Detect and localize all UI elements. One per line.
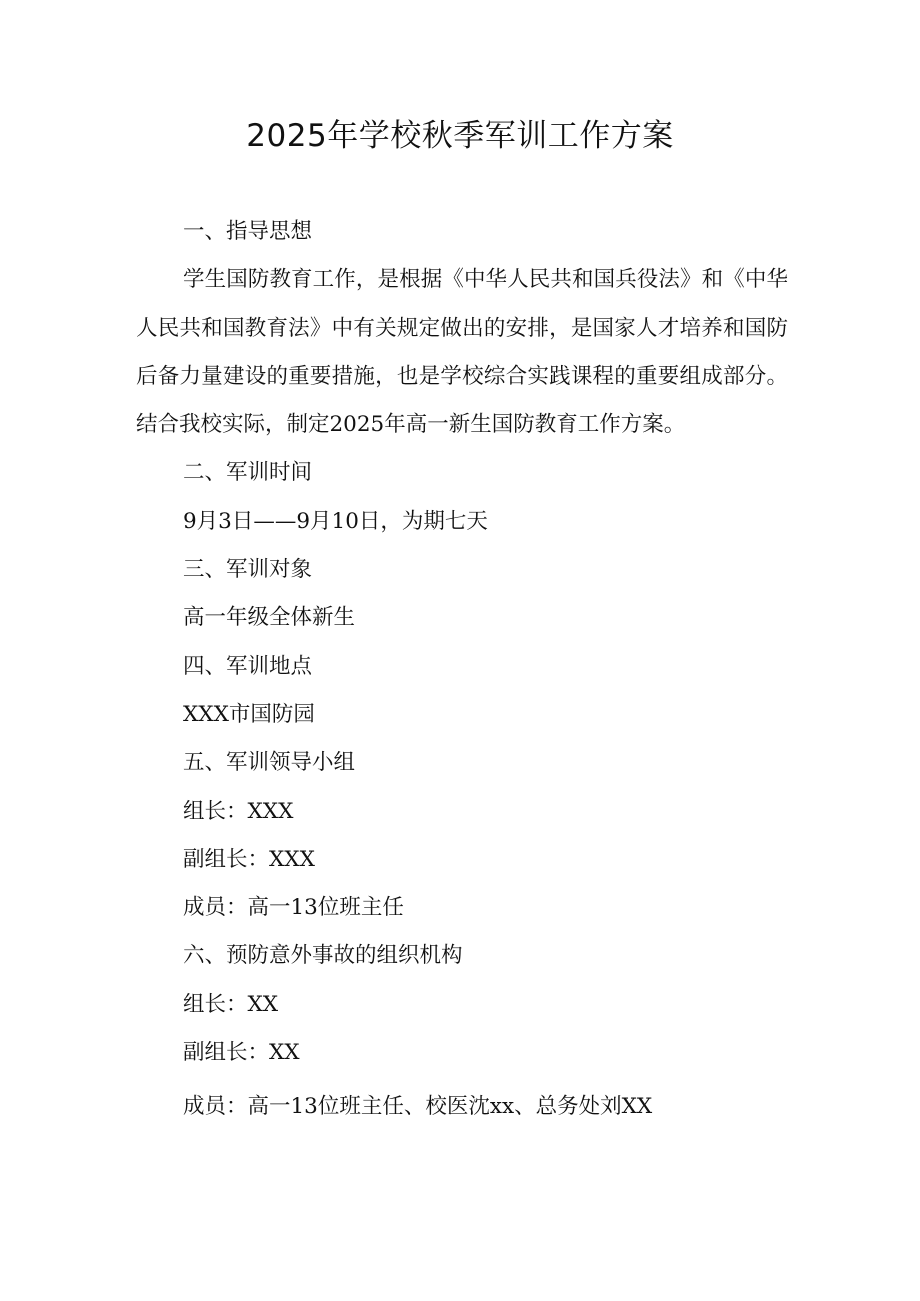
section-heading-leadership-group: 五、军训领导小组 [183,750,356,776]
section-heading-training-location: 四、军训地点 [183,653,313,679]
document-body [136,208,788,1132]
paragraph-training-location: XXX市国防园 [183,701,315,727]
section-heading-training-target: 三、军训对象 [183,557,313,583]
document-title: 2025年学校秋季军训工作方案 [246,118,674,154]
section-heading-training-time: 二、军训时间 [183,460,313,486]
leadership-leader: 组长：XXX [183,798,294,824]
prevention-leader: 组长：XX [183,991,279,1017]
section-heading-accident-prevention: 六、预防意外事故的组织机构 [183,943,463,969]
paragraph-training-target: 高一年级全体新生 [183,605,356,631]
section-heading-guiding-ideology: 一、指导思想 [183,219,313,244]
leadership-members: 成员：高一13位班主任 [183,895,404,921]
prevention-members: 成员：高一13位班主任、校医沈xx、总务处刘XX [183,1094,653,1120]
prevention-deputy-leader: 副组长：XX [183,1040,300,1066]
paragraph-training-time: 9月3日——9月10日，为期七天 [183,508,488,534]
paragraph-guiding-ideology: 学生国防教育工作，是根据《中华人民共和国兵役法》和《中华人民共和国教育法》中有关规定做出的安排，是国家人才培养和国防后备力量建设的重要措施，也是学校综合实践课程的重要组成部分。结合我校实际，制定2025年高一新生国防教育工作方案。 [136,267,788,438]
leadership-deputy-leader: 副组长：XXX [183,846,315,872]
